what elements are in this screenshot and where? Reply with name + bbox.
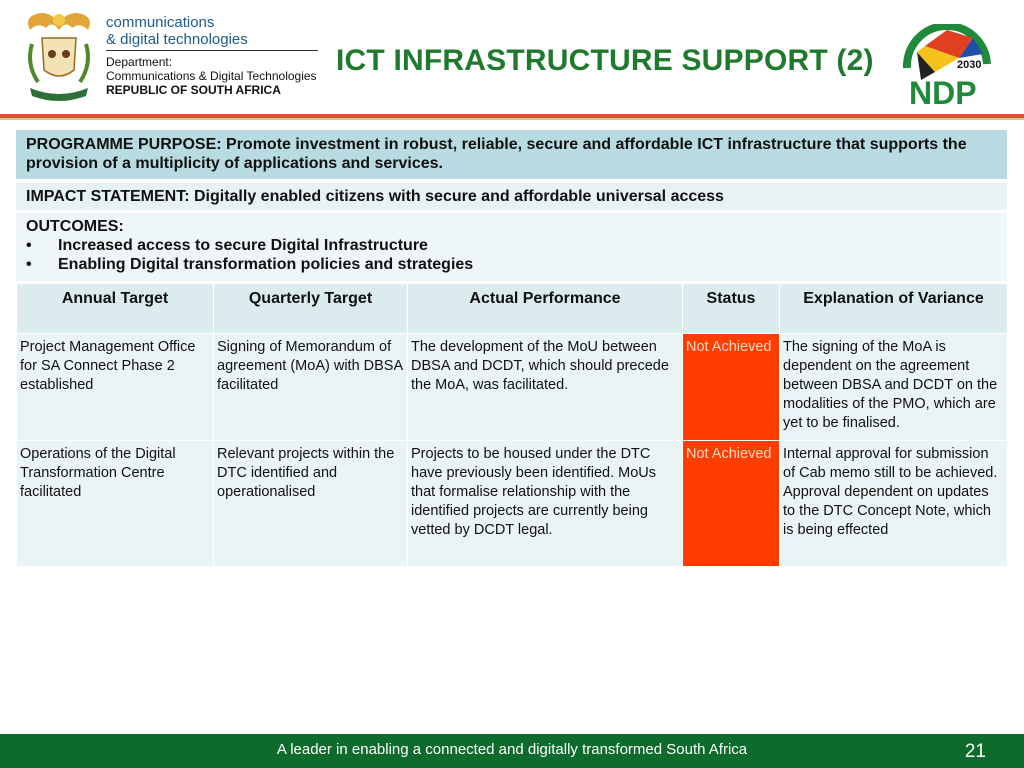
col-header-quarterly-target: Quarterly Target bbox=[214, 284, 408, 334]
impact-statement: IMPACT STATEMENT: Digitally enabled citizens with secure and affordable universal access bbox=[16, 183, 1007, 210]
brand-line-2: & digital technologies bbox=[106, 31, 248, 48]
brand-line-1: communications bbox=[106, 14, 215, 31]
footer-tagline: A leader in enabling a connected and digitally transformed South Africa bbox=[276, 741, 748, 758]
outcome-item bbox=[26, 236, 997, 255]
programme-purpose: PROGRAMME PURPOSE: Promote investment in robust, reliable, secure and affordable ICT infrastructure that supports the provision of a multiplicity of applications and services. bbox=[16, 130, 1007, 179]
brand-divider bbox=[106, 50, 318, 51]
slide-title: ICT INFRASTRUCTURE SUPPORT (2) bbox=[336, 44, 874, 77]
department-name: Communications & Digital Technologies bbox=[106, 69, 317, 83]
header-divider-shadow bbox=[0, 118, 1024, 120]
col-header-annual-target: Annual Target bbox=[17, 284, 214, 334]
ndp-year: 2030 bbox=[957, 59, 982, 71]
performance-table bbox=[16, 283, 1008, 567]
brand-name bbox=[106, 14, 248, 48]
annual-target-cell: Project Management Office for SA Connect Phase 2 established bbox=[17, 334, 214, 441]
table-row bbox=[17, 334, 1008, 441]
page-number: 21 bbox=[964, 741, 986, 762]
col-header-actual-performance: Actual Performance bbox=[408, 284, 683, 334]
outcomes-list bbox=[26, 236, 997, 274]
department-block bbox=[106, 55, 317, 97]
outcome-text: Enabling Digital transformation policies and strategies bbox=[58, 256, 474, 273]
status-cell: Not Achieved bbox=[683, 334, 780, 441]
variance-cell: The signing of the MoA is dependent on the agreement between DBSA and DCDT on the modalities of the PMO, which are yet to be finalised. bbox=[780, 334, 1008, 441]
outcomes-panel bbox=[16, 213, 1007, 281]
table-row bbox=[17, 441, 1008, 567]
col-header-status: Status bbox=[683, 284, 780, 334]
status-cell: Not Achieved bbox=[683, 441, 780, 567]
slide-header bbox=[0, 0, 1024, 116]
quarterly-target-cell: Relevant projects within the DTC identified and operationalised bbox=[214, 441, 408, 567]
quarterly-target-cell: Signing of Memorandum of agreement (MoA) with DBSA facilitated bbox=[214, 334, 408, 441]
table-header-row bbox=[17, 284, 1008, 334]
outcome-text: Increased access to secure Digital Infrastructure bbox=[58, 237, 428, 254]
bullet-icon: • bbox=[26, 256, 32, 273]
col-header-explanation-of-variance: Explanation of Variance bbox=[780, 284, 1008, 334]
ndp-2030-logo-icon bbox=[903, 24, 991, 108]
actual-performance-cell: Projects to be housed under the DTC have previously been identified. MoUs that formalise relationship with the identified projects are currently being vetted by DCDT legal. bbox=[408, 441, 683, 567]
country-name: REPUBLIC OF SOUTH AFRICA bbox=[106, 83, 281, 97]
department-label: Department: bbox=[106, 55, 173, 69]
slide-footer bbox=[0, 734, 1024, 768]
bullet-icon: • bbox=[26, 237, 32, 254]
annual-target-cell: Operations of the Digital Transformation Centre facilitated bbox=[17, 441, 214, 567]
variance-cell: Internal approval for submission of Cab memo still to be achieved. Approval dependent on updates to the DTC Concept Note, which is being effected bbox=[780, 441, 1008, 567]
coat-of-arms-icon bbox=[20, 8, 98, 106]
actual-performance-cell: The development of the MoU between DBSA and DCDT, which should precede the MoA, was facilitated. bbox=[408, 334, 683, 441]
outcomes-label: OUTCOMES: bbox=[26, 218, 124, 235]
outcome-item bbox=[26, 255, 997, 274]
ndp-text: NDP bbox=[909, 75, 977, 108]
